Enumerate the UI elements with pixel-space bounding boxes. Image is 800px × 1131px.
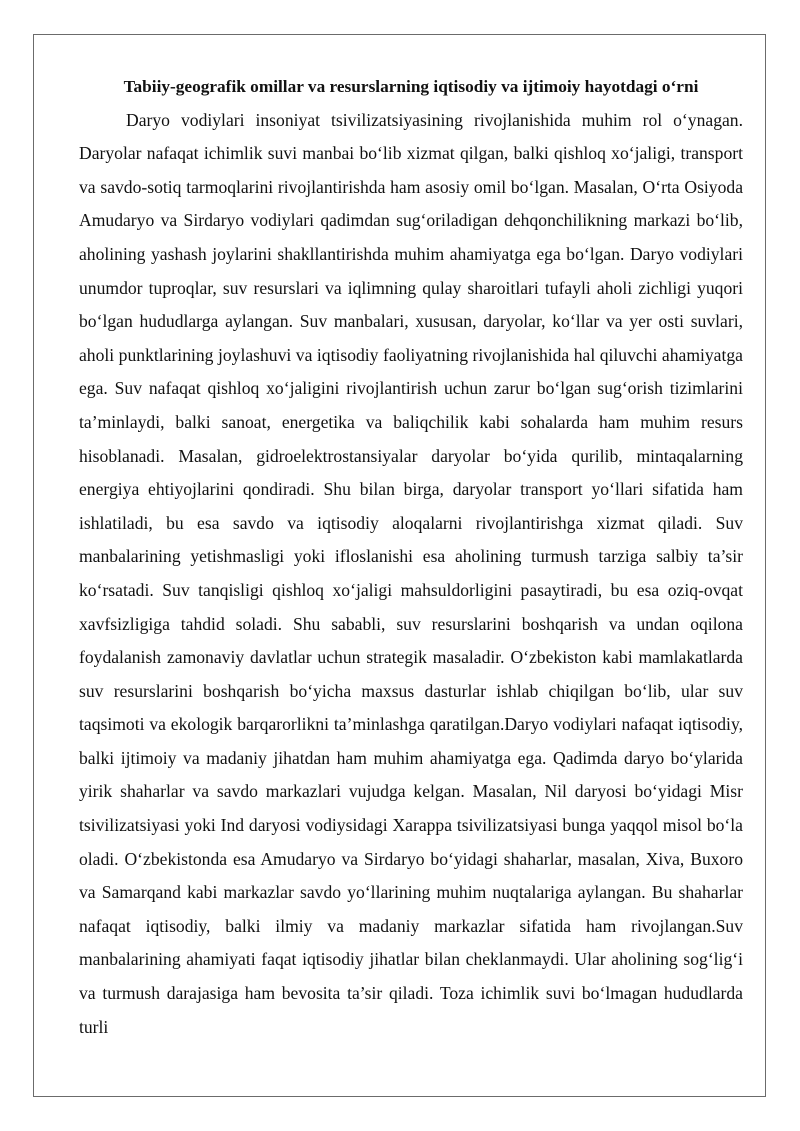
body-paragraph: Daryo vodiylari insoniyat tsivilizatsiyasining rivojlanishida muhim rol o‘ynagan. Daryolar nafaqat ichimlik suvi manbai bo‘lib xizmat qilgan, balki qishloq xo‘jaligi, transport va savdo-sotiq tarmoqlarini rivojlantirishda ham asosiy omil bo‘lgan. Masalan, O‘rta Osiyoda Amudaryo va Sirdaryo vodiylari qadimdan sug‘oriladigan dehqonchilikning markazi bo‘lib, aholining yashash joylarini shakllantirishda muhim ahamiyatga ega bo‘lgan. Daryo vodiylari unumdor tuproqlar, suv resurslari va iqlimning qulay sharoitlari tufayli aholi zichligi yuqori bo‘lgan hududlarga aylangan. Suv manbalari, xususan, daryolar, ko‘llar va yer osti suvlari, aholi punktlarining joylashuvi va iqtisodiy faoliyatning rivojlanishida hal qiluvchi ahamiyatga ega. Suv nafaqat qishloq xo‘jaligini rivojlantirish uchun zarur bo‘lgan sug‘orish tizimlarini ta’minlaydi, balki sanoat, energetika va baliqchilik kabi sohalarda ham muhim resurs hisoblanadi. Masalan, gidroelektrostansiyalar daryolar bo‘yida qurilib, mintaqalarning energiya ehtiyojlarini qondiradi. Shu bilan birga, daryolar transport yo‘llari sifatida ham ishlatiladi, bu esa savdo va iqtisodiy aloqalarni rivojlantirishga xizmat qiladi. Suv manbalarining yetishmasligi yoki ifloslanishi esa aholining turmush tarziga salbiy ta’sir ko‘rsatadi. Suv tanqisligi qishloq xo‘jaligi mahsuldorligini pasaytiradi, bu esa oziq-ovqat xavfsizligiga tahdid soladi. Shu sababli, suv resurslarini boshqarish va undan oqilona foydalanish zamonaviy davlatlar uchun strategik masaladir. O‘zbekiston kabi mamlakatlarda suv resurslarini boshqarish bo‘yicha maxsus dasturlar ishlab chiqilgan bo‘lib, ular suv taqsimoti va ekologik barqarorlikni ta’minlashga qaratilgan.Daryo vodiylari nafaqat iqtisodiy, balki ijtimoiy va madaniy jihatdan ham muhim ahamiyatga ega. Qadimda daryo bo‘ylarida yirik shaharlar va savdo markazlari vujudga kelgan. Masalan, Nil daryosi bo‘yidagi Misr tsivilizatsiyasi yoki Ind daryosi vodiysidagi Xarappa tsivilizatsiyasi bunga yaqqol misol bo‘la oladi. O‘zbekistonda esa Amudaryo va Sirdaryo bo‘yidagi shaharlar, masalan, Xiva, Buxoro va Samarqand kabi markazlar savdo yo‘llarining muhim nuqtalariga aylangan. Bu shaharlar nafaqat iqtisodiy, balki ilmiy va madaniy markazlar sifatida ham rivojlangan.Suv manbalarining ahamiyati faqat iqtisodiy jihatlar bilan cheklanmaydi. Ular aholining sog‘lig‘i va turmush darajasiga ham bevosita ta’sir qiladi. Toza ichimlik suvi bo‘lmagan hududlarda turli <box>79 109 743 1037</box>
document-title: Tabiiy-geografik omillar va resurslarning iqtisodiy va ijtimoiy hayotdagi o‘rni <box>123 77 699 96</box>
document-content <box>79 70 743 1044</box>
